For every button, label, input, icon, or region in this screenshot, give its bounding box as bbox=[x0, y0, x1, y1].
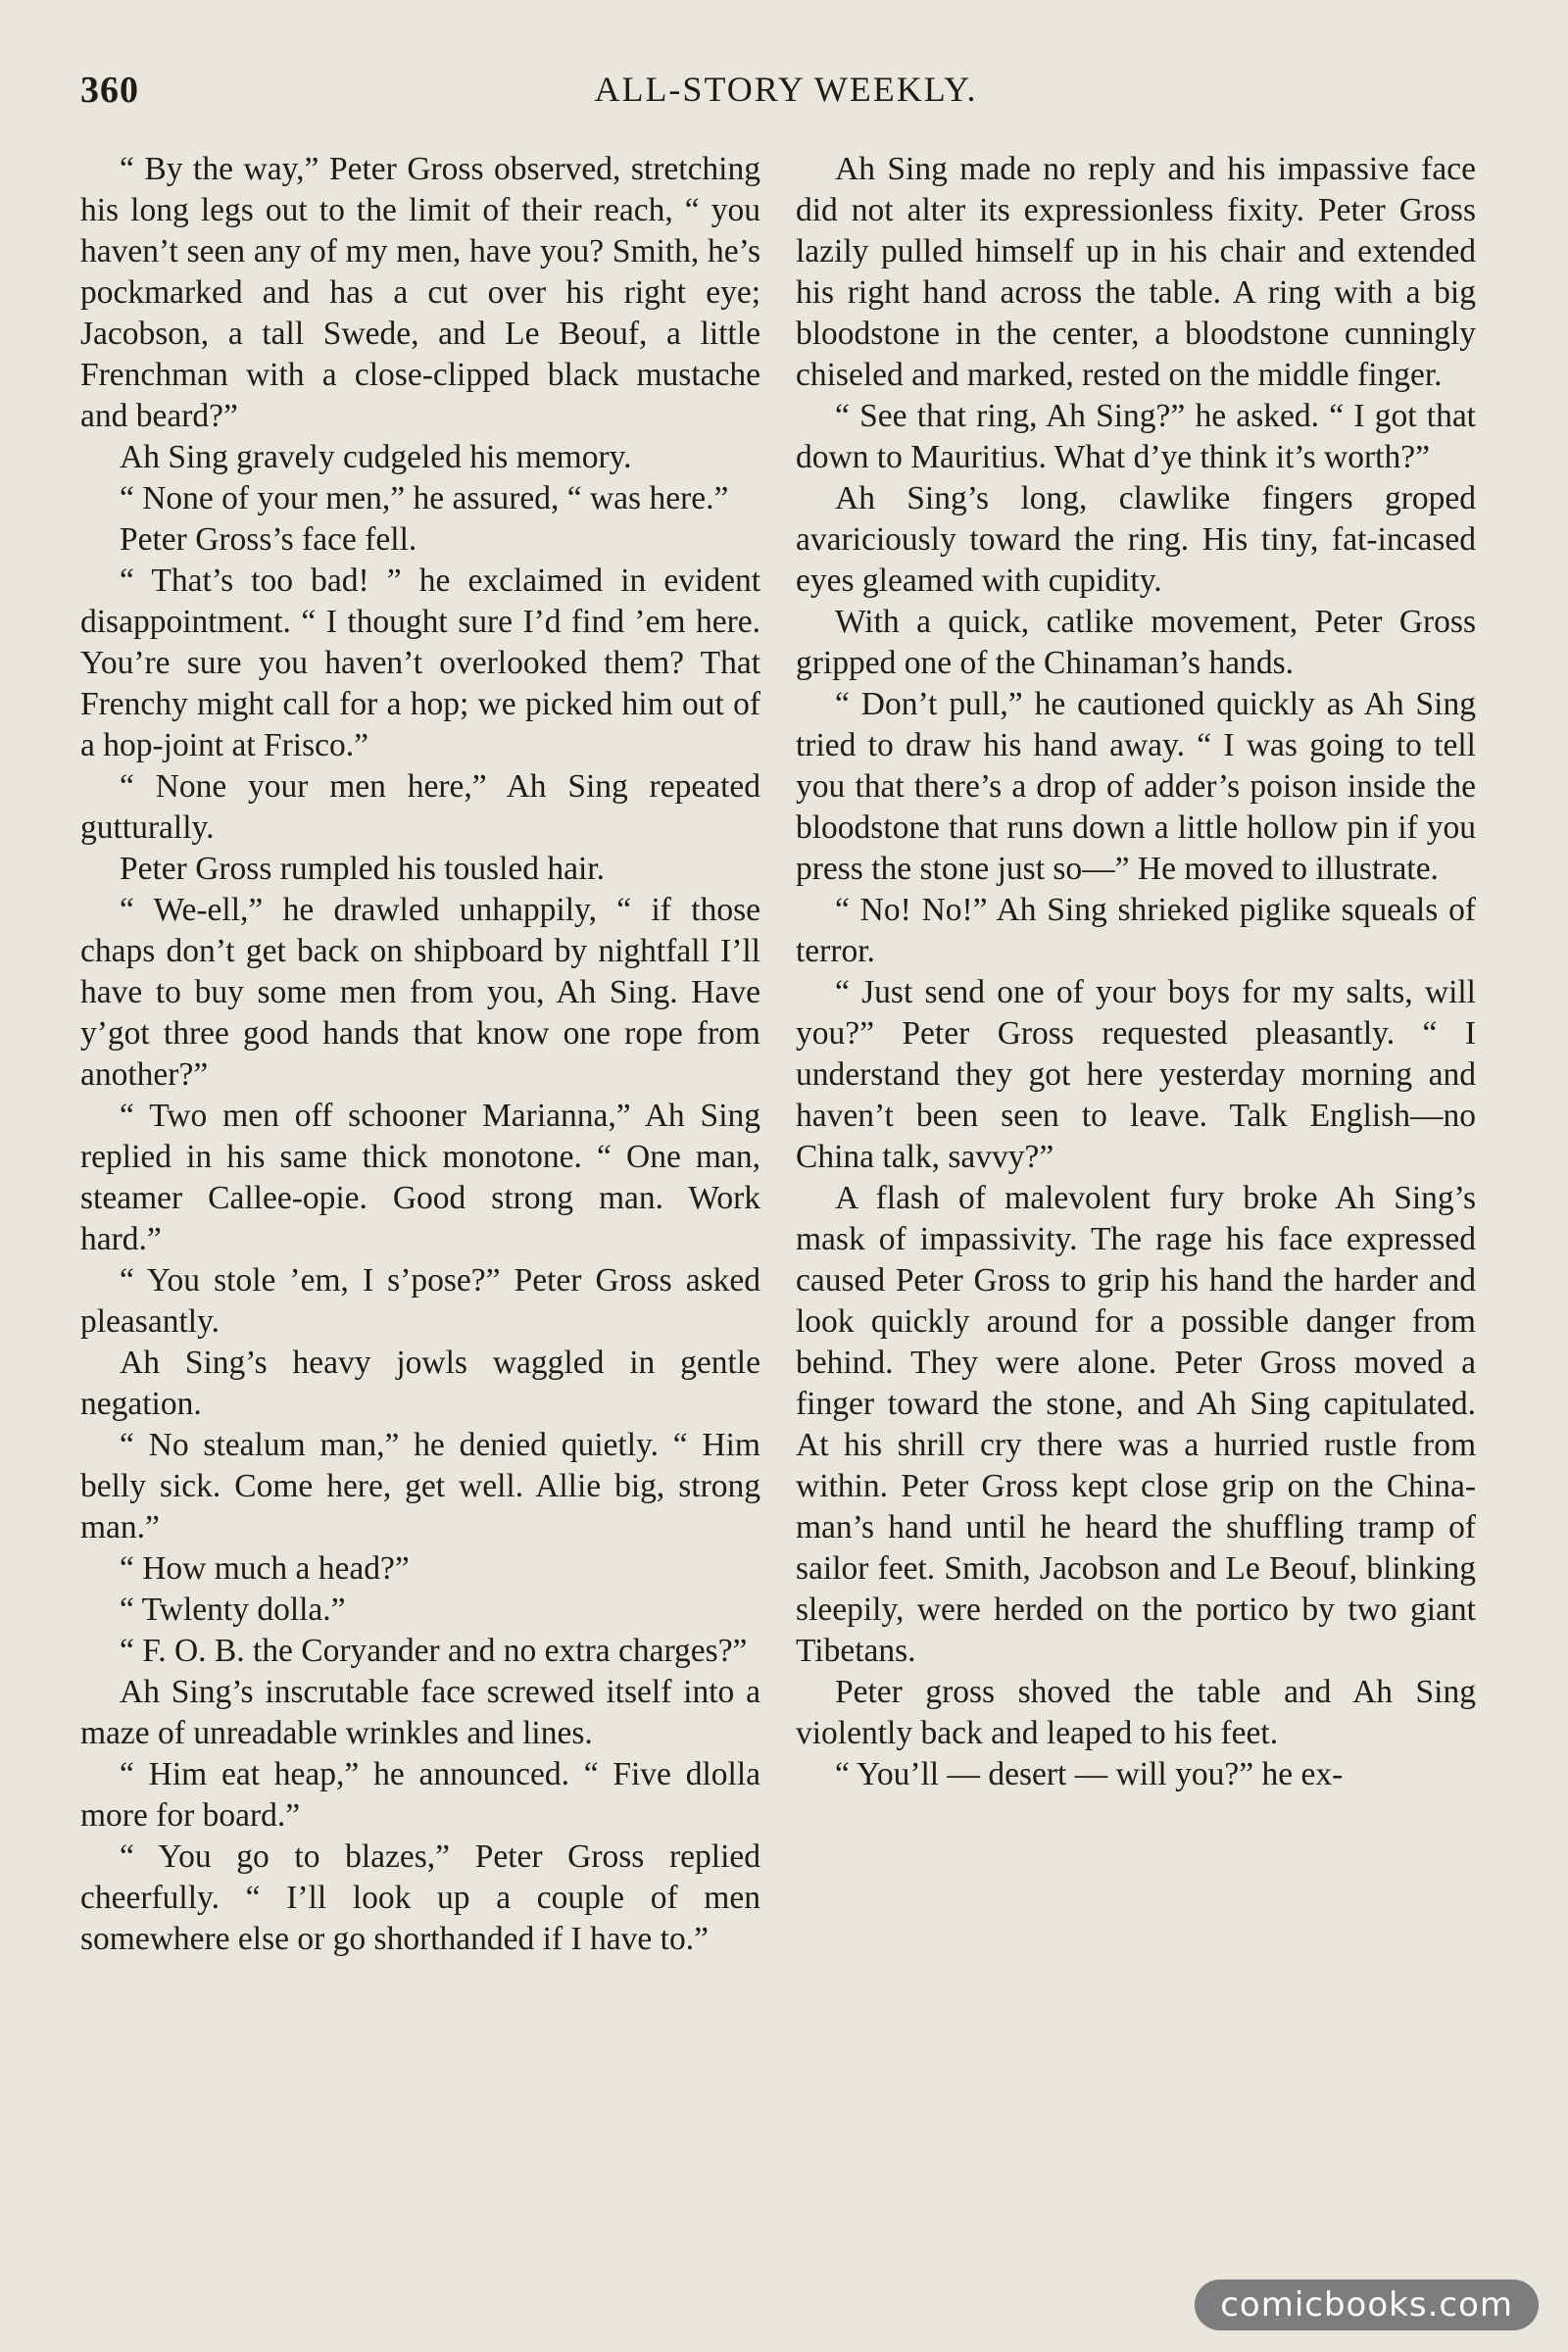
paragraph: “ We-ell,” he drawled unhappily, “ if those chaps don’t get back on shipboard by nightfall I’ll have to buy some men from you, Ah Sing. Have y’got three good hands that know one rope from another?” bbox=[80, 892, 760, 1093]
paragraph: “ Don’t pull,” he cautioned quickly as Ah Sing tried to draw his hand away. “ I was going to tell you that there’s a drop of adder’s poison inside the bloodstone that runs down a little hollow pin if you press the stone just so—” He moved to illustrate. bbox=[796, 686, 1476, 887]
paragraph: “ Just send one of your boys for my salts, will you?” Peter Gross requested pleasantly. “ I understand they got here yesterday morning and haven’t been seen to leave. Talk English—no China talk, savvy?” bbox=[796, 974, 1476, 1175]
paragraph: “ That’s too bad! ” he exclaimed in evident disappointment. “ I thought sure I’d find ’em here. You’re sure you haven’t overlooked them? That Frenchy might call for a hop; we picked him out of a hop-joint at Frisco.” bbox=[80, 563, 760, 763]
left-column bbox=[80, 149, 760, 2256]
running-head: ALL-STORY WEEKLY. bbox=[594, 70, 978, 109]
paragraph: “ None of your men,” he assured, “ was here.” bbox=[120, 480, 729, 516]
paragraph: “ None your men here,” Ah Sing repeated gutturally. bbox=[80, 768, 760, 846]
page-number: 360 bbox=[80, 70, 139, 111]
watermark: comicbooks.com bbox=[1195, 2279, 1539, 2330]
paragraph: “ No stealum man,” he denied quietly. “ Him belly sick. Come here, get well. Allie big, strong man.” bbox=[80, 1427, 760, 1545]
paragraph: “ You’ll — desert — will you?” he ex- bbox=[835, 1756, 1344, 1792]
paragraph: Peter Gross’s face fell. bbox=[120, 521, 417, 558]
paragraph: “ No! No!” Ah Sing shrieked piglike squeals of terror. bbox=[796, 892, 1476, 969]
paragraph: With a quick, catlike movement, Peter Gross gripped one of the Chinaman’s hands. bbox=[796, 604, 1476, 681]
right-column bbox=[796, 149, 1476, 2256]
paragraph: “ Two men off schooner Marianna,” Ah Sing replied in his same thick monotone. “ One man, steamer Callee-opie. Good strong man. Work hard.” bbox=[80, 1098, 760, 1257]
paragraph: “ You stole ’em, I s’pose?” Peter Gross asked pleasantly. bbox=[80, 1262, 760, 1340]
paragraph: “ By the way,” Peter Gross observed, stretching his long legs out to the limit of their reach, “ you haven’t seen any of my men, have you? Smith, he’s pockmarked and has a cut over his right eye; Jacobson, a tall Swede, and Le Beouf, a little Frenchman with a close-clipped black mustache and beard?” bbox=[80, 151, 760, 434]
paragraph: “ How much a head?” bbox=[120, 1550, 410, 1587]
paragraph: Ah Sing’s inscrutable face screwed itself into a maze of unreadable wrinkles and lines. bbox=[80, 1674, 760, 1751]
paragraph: Ah Sing’s heavy jowls waggled in gentle negation. bbox=[80, 1345, 760, 1422]
paragraph: “ Twlenty dolla.” bbox=[120, 1592, 346, 1628]
paragraph: Peter gross shoved the table and Ah Sing violently back and leaped to his feet. bbox=[796, 1674, 1476, 1751]
paragraph: “ See that ring, Ah Sing?” he asked. “ I got that down to Mauritius. What d’ye think it’s worth?” bbox=[796, 398, 1476, 475]
paragraph: “ You go to blazes,” Peter Gross replied cheerfully. “ I’ll look up a couple of men somewhere else or go shorthanded if I have to.” bbox=[80, 1838, 760, 1957]
paragraph: “ F. O. B. the Coryander and no extra charges?” bbox=[120, 1633, 748, 1669]
paragraph: Peter Gross rumpled his tousled hair. bbox=[120, 851, 605, 887]
paragraph: Ah Sing’s long, clawlike fingers groped avariciously toward the ring. His tiny, fat-incased eyes gleamed with cupidity. bbox=[796, 480, 1476, 599]
paragraph: Ah Sing gravely cudgeled his memory. bbox=[120, 439, 632, 475]
paragraph: Ah Sing made no reply and his impassive face did not alter its expressionless fixity. Peter Gross lazily pulled himself up in his chair and extended his right hand across the table. A ring with a big bloodstone in the center, a bloodstone cunningly chiseled and marked, rested on the middle finger. bbox=[796, 151, 1476, 393]
paragraph: “ Him eat heap,” he announced. “ Five dlolla more for board.” bbox=[80, 1756, 760, 1834]
paragraph: A flash of malevolent fury broke Ah Sing’s mask of impassivity. The rage his face expressed caused Peter Gross to grip his hand the harder and look quickly around for a possible danger from behind. They were alone. Peter Gross moved a finger toward the stone, and Ah Sing capitulated. At his shrill cry there was a hurried rustle from within. Peter Gross kept close grip on the Chinaman’s hand until he heard the shuffling tramp of sailor feet. Smith, Jacobson and Le Beouf, blinking sleepily, were herded on the portico by two giant Tibetans. bbox=[796, 1180, 1476, 1669]
page-header bbox=[80, 69, 1492, 127]
